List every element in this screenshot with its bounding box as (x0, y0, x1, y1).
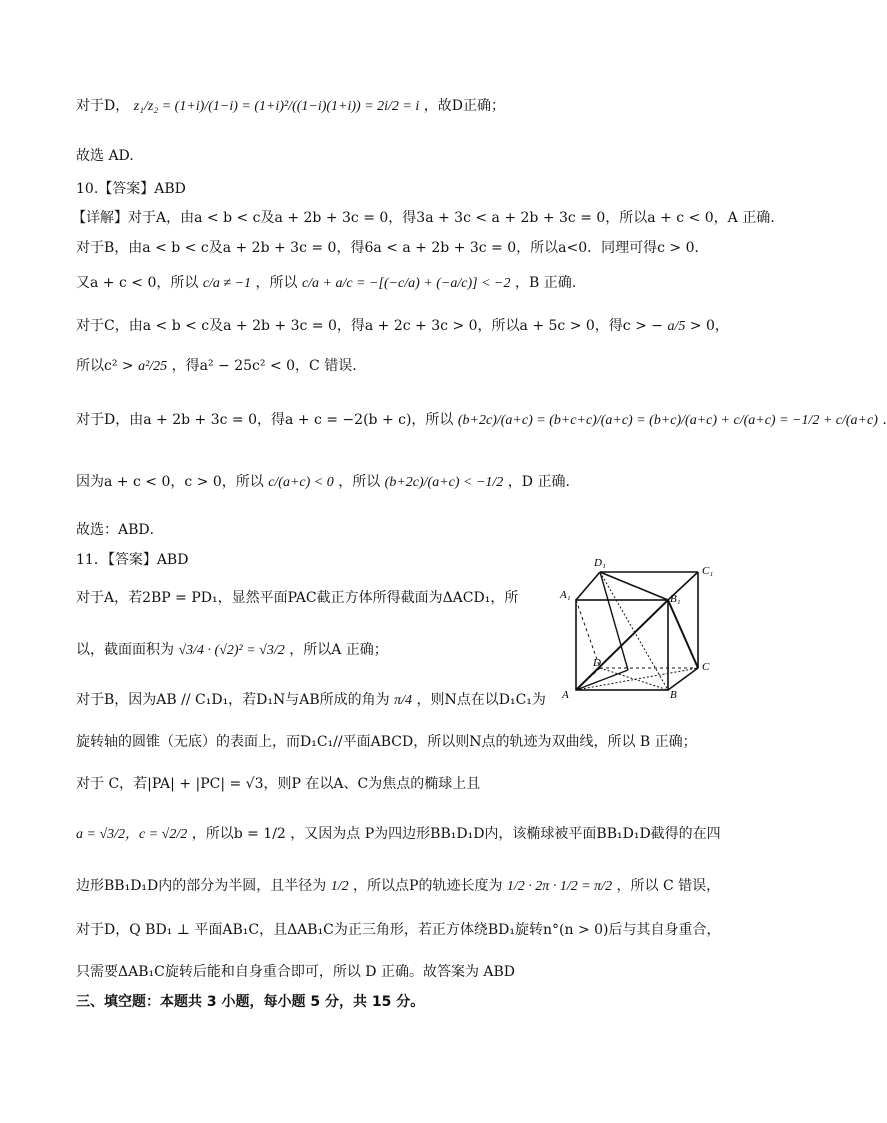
text: ，所以点P的轨迹长度为 (353, 878, 503, 894)
line-11 (76, 520, 164, 540)
text: 旋转轴的圆锥（无底）的表面上，而D₁C₁//平面ABCD，所以则N点的轨迹为双曲线，所以 B 正确； (76, 734, 697, 750)
formula: (b+2c)/(a+c) = (b+c+c)/(a+c) = (b+c)/(a+c) + c/(a+c) = −1/2 + c/(a+c) (457, 413, 878, 428)
line-21 (76, 962, 515, 982)
line-6 (76, 273, 576, 294)
text: > 0， (689, 318, 729, 334)
diag-B1C (668, 600, 698, 668)
formula: √3/4 · (√2)² = √3/2 (178, 643, 285, 658)
edge (576, 572, 600, 600)
formula: π/4 (394, 693, 413, 708)
text: 只需要ΔAB₁C旋转后能和自身重合即可，所以 D 正确。故答案为 ABD (76, 964, 516, 980)
diag (600, 668, 668, 690)
text: 三、填空题：本题共 3 小题，每小题 5 分，共 15 分。 (76, 994, 425, 1010)
text: ，所以 (338, 474, 381, 490)
diag (600, 572, 668, 690)
text: 对于B，由a < b < c及a + 2b + 3c = 0，得6a < a + 2b + 3c = 0，所以a<0．同理可得c > 0． (76, 240, 709, 256)
formula: a²/25 (138, 359, 168, 374)
text: 边形BB₁D₁D内的部分为半圆，且半径为 (76, 878, 327, 894)
line-7 (76, 316, 729, 337)
formula: c/(a+c) < 0 (268, 475, 334, 490)
line-14 (76, 640, 388, 661)
line-3-answer-10 (76, 179, 186, 199)
label-B: B (670, 689, 677, 701)
text: 以，截面面积为 (76, 642, 174, 658)
label-D1: D₁ (594, 557, 606, 569)
line-9 (76, 410, 887, 431)
diag-D1B1 (600, 572, 668, 600)
text: 因为a + c < 0，c > 0，所以 (76, 474, 264, 490)
text: ，故D正确； (423, 98, 505, 114)
text: ，所以 C 错误， (616, 878, 721, 894)
formula: (b+2c)/(a+c) < −1/2 (384, 475, 504, 490)
text: 对于C，由a < b < c及a + 2b + 3c = 0，得a + 2c + 3c > 0，所以a + 5c > 0，得c > − (76, 318, 663, 334)
section-heading (76, 992, 424, 1012)
segment (600, 572, 628, 670)
text: ，所以 (255, 275, 298, 291)
formula: c/a ≠ −1 (202, 276, 252, 291)
edge (668, 668, 698, 690)
cube-diagram (548, 552, 718, 702)
line-8 (76, 356, 357, 377)
line-18 (76, 824, 721, 845)
line-15 (76, 690, 546, 711)
line-19 (76, 876, 720, 897)
text: 10.【答案】ABD (76, 181, 186, 197)
line-17 (76, 774, 480, 794)
diag-AB1 (576, 600, 668, 690)
formula: z₁/z₂ = (1+i)/(1−i) = (1+i)²/((1−i)(1+i)) = 2i/2 = i (133, 99, 420, 114)
text: 对于D，Q BD₁ ⊥ 平面AB₁C，且ΔAB₁C为正三角形，若正方体绕BD₁旋转n°(n > 0)后与其自身重合， (76, 922, 721, 938)
formula: a/5 (667, 319, 686, 334)
label-C: C (702, 661, 710, 673)
text: 【详解】对于A，由a < b < c及a + 2b + 3c = 0，得3a + 3c < a + 2b + 3c = 0，所以a + c < 0，A 正确. (72, 210, 775, 226)
text: ，所以A 正确； (289, 642, 388, 658)
line-12-answer-11 (76, 550, 188, 570)
text: 对于D，由a + 2b + 3c = 0，得a + c = −2(b + c)，所以 (76, 412, 454, 428)
label-D: D (593, 657, 601, 669)
label-A: A (562, 689, 569, 701)
text: ，所以b = 1/2 (191, 826, 286, 842)
text: 对于D， (76, 98, 130, 114)
formula: 1/2 · 2π · 1/2 = π/2 (506, 879, 613, 894)
text: 故选 AD. (76, 148, 134, 164)
text: ，得a² − 25c² < 0，C 错误. (171, 358, 357, 374)
text: ，D 正确. (507, 474, 570, 490)
formula: a = √3/2，c = √2/2 (76, 827, 188, 842)
formula: 1/2 (330, 879, 349, 894)
line-13 (76, 588, 518, 608)
line-16 (76, 732, 697, 752)
segment (576, 670, 628, 690)
text: 对于 C，若|PA| + |PC| = √3，则P 在以A、C为焦点的椭球上且 (76, 776, 481, 792)
line-1 (76, 96, 505, 117)
line-4 (72, 208, 775, 228)
line-10 (76, 472, 570, 493)
line-20 (76, 920, 721, 940)
text: ，B 正确. (514, 275, 577, 291)
label-C1: C₁ (702, 565, 714, 577)
formula: c/a + a/c = −[(−c/a) + (−a/c)] < −2 (301, 276, 511, 291)
text: . (882, 412, 887, 428)
text: 对于B，因为AB // C₁D₁，若D₁N与AB所成的角为 (76, 692, 390, 708)
text: ，又因为点 P为四边形BB₁D₁D内，该椭球被平面BB₁D₁D截得的在四 (290, 826, 721, 842)
text: 所以c² > (76, 358, 134, 374)
line-5 (76, 238, 708, 258)
line-2 (76, 146, 134, 166)
label-B1: B₁ (670, 593, 681, 605)
text: 又a + c < 0，所以 (76, 275, 199, 291)
label-A1: A₁ (560, 589, 571, 601)
text: ，则N点在以D₁C₁为 (416, 692, 546, 708)
text: 故选：ABD． (76, 522, 164, 538)
text: 对于A，若2BP = PD₁，显然平面PAC截正方体所得截面为ΔACD₁，所 (76, 590, 519, 606)
text: 11．【答案】ABD (76, 552, 189, 568)
